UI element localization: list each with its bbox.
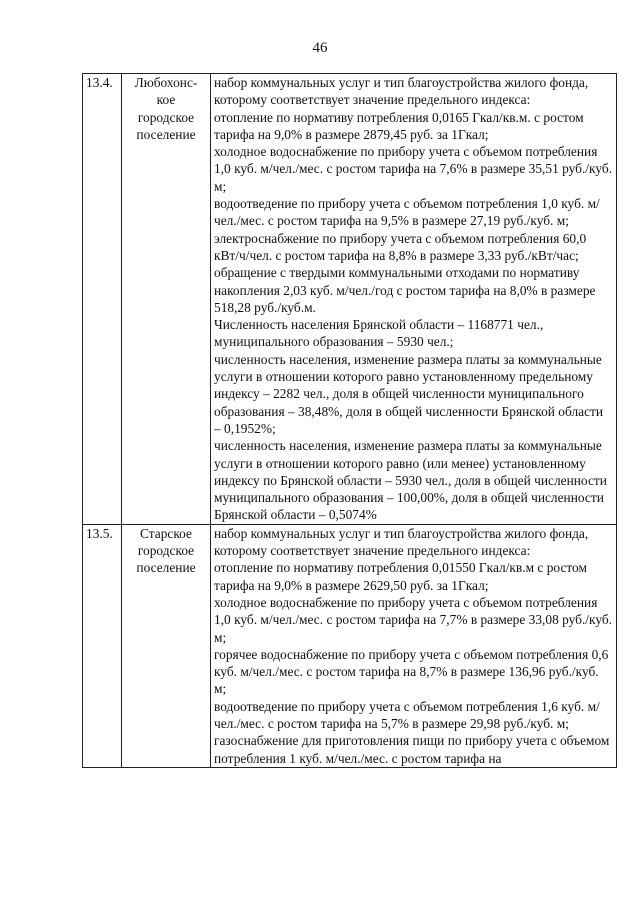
- paragraph: набор коммунальных услуг и тип благоустройства жилого фонда, которому соответствует значение предельного индекса:: [214, 525, 589, 559]
- municipality-name: Любохонс- кое городское поселение: [122, 74, 211, 525]
- row-number: 13.5.: [83, 524, 122, 767]
- table-row: [83, 524, 617, 767]
- table-row: [83, 74, 617, 525]
- document-table: [82, 73, 617, 768]
- paragraph: отопление по нормативу потребления 0,0165 Гкал/кв.м. с ростом тарифа на 9,0% в размере 2879,45 руб. за 1Гкал;: [214, 109, 584, 142]
- paragraph: электроснабжение по прибору учета с объемом потребления 60,0 кВт/ч/чел. с ростом тарифа на 8,8% в размере 3,33 руб./кВт/час;: [214, 230, 587, 263]
- description-cell: [211, 74, 617, 525]
- paragraph: водоотведение по прибору учета с объемом потребления 1,6 куб. м/чел./мес. с ростом тарифа на 5,7% в размере 29,98 руб./куб. м;: [214, 698, 600, 731]
- paragraph: Численность населения Брянской области – 1168771 чел., муниципального образования – 5930 чел.;: [214, 317, 544, 350]
- paragraph: обращение с твердыми коммунальными отходами по нормативу накопления 2,03 куб. м/чел./год с ростом тарифа на 8,0% в размере 518,28 руб./куб.м.: [214, 265, 596, 315]
- row-number: 13.4.: [83, 74, 122, 525]
- paragraph: численность населения, изменение размера платы за коммунальные услуги в отношении которого равно (или менее) установленному индексу по Брянской области – 5930 чел., доля в общей численности муниципального образования – 100,00%, доля в общей численности Брянской области – 0,5074%: [214, 438, 607, 523]
- paragraph: отопление по нормативу потребления 0,01550 Гкал/кв.м с ростом тарифа на 9,0% в размере 2629,50 руб. за 1Гкал;: [214, 560, 587, 593]
- page-number: 46: [312, 40, 328, 56]
- municipality-name: Старское городское поселение: [122, 524, 211, 767]
- paragraph: газоснабжение для приготовления пищи по прибору учета с объемом потребления 1 куб. м/чел./мес. с ростом тарифа на: [214, 733, 610, 766]
- paragraph: численность населения, изменение размера платы за коммунальные услуги в отношении которого равно установленному предельному индексу – 2282 чел., доля в общей численности муниципального образования – 38,48%, доля в общей численности Брянской области – 0,1952%;: [214, 351, 604, 436]
- paragraph: набор коммунальных услуг и тип благоустройства жилого фонда, которому соответствует значение предельного индекса:: [214, 75, 589, 108]
- paragraph: водоотведение по прибору учета с объемом потребления 1,0 куб. м/чел./мес. с ростом тарифа на 9,5% в размере 27,19 руб./куб. м;: [214, 196, 600, 229]
- description-cell: [211, 524, 617, 767]
- paragraph: холодное водоснабжение по прибору учета с объемом потребления 1,0 куб. м/чел./мес. с ростом тарифа на 7,6% в размере 35,51 руб./куб. м;: [214, 144, 613, 194]
- paragraph: горячее водоснабжение по прибору учета с объемом потребления 0,6 куб. м/чел./мес. с ростом тарифа на 8,7% в размере 136,96 руб./куб. м;: [214, 646, 609, 697]
- paragraph: холодное водоснабжение по прибору учета с объемом потребления 1,0 куб. м/чел./мес. с ростом тарифа на 7,7% в размере 33,08 руб./куб. м;: [214, 594, 613, 645]
